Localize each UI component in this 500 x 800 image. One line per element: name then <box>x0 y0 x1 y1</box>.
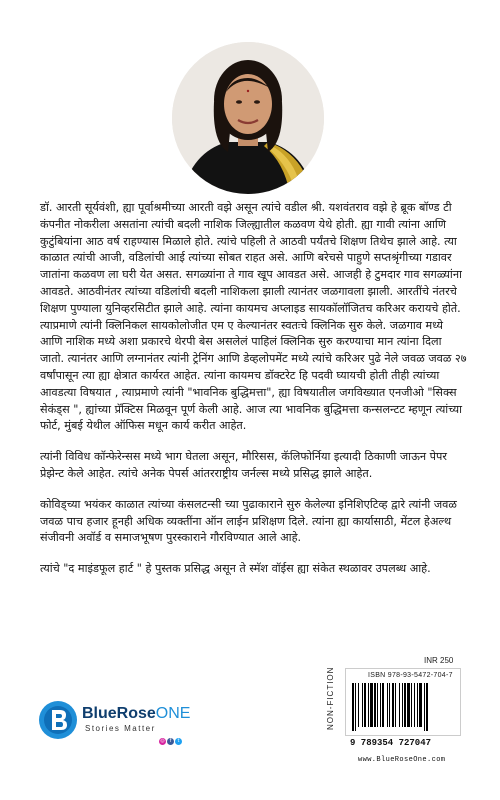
bio-paragraph: कोविड्च्या भयंकर काळात त्यांच्या कंसलटन्सी च्या पुढाकाराने सुरु केलेल्या इनिशिएटिव्ह द्वारे त्यांनी जवळ जवळ पाच हजार हूनही अधिक व्यक्तींना ऑन लाईन प्रशिक्षण दिले. त्यांना ह्या कार्यासाठी, मेंटल हेअल्थ संजीवनी अवॉर्ड व समाजभूषण पुरस्काराने गौरविण्यात आले आहे. <box>40 497 457 545</box>
social-icons <box>159 736 183 745</box>
isbn-digits: 9 789354 727047 <box>350 738 432 748</box>
bluerose-logo-icon <box>38 700 78 740</box>
bio-paragraph: त्यांचे "द माइंडफूल हार्ट " हे पुस्तक प्रसिद्ध असून ते स्मॅश वॉईस ह्या संकेत स्थळावर उपलब्ध आहे. <box>40 562 431 576</box>
genre-label: NON-FICTION <box>326 666 335 730</box>
facebook-icon: f <box>167 738 174 745</box>
price-label: INR 250 <box>424 656 454 665</box>
twitter-icon: t <box>175 738 182 745</box>
author-photo <box>172 42 324 194</box>
publisher-name: BlueRoseONE <box>82 705 191 722</box>
isbn-label: ISBN 978-93-5472-704-7 <box>368 672 453 679</box>
publisher-tagline: Stories Matter <box>85 724 156 733</box>
bio-paragraph: त्यांनी विविध कॉन्फेरेन्सस मध्ये भाग घेतला असून, मौरिसस, कॅलिफोर्निया इत्यादी ठिकाणी जाऊन पेपर प्रेझेन्ट केले आहेत. त्यांचे अनेक पेपर्स आंतरराष्ट्रीय जर्नल्स मध्ये प्रसिद्ध झाले आहेत. <box>40 450 447 480</box>
website-url: www.BlueRoseOne.com <box>358 756 446 764</box>
instagram-icon: ◎ <box>160 738 165 744</box>
bio-paragraph: डॉ. आरती सूर्यवंशी, ह्या पूर्वाश्रमीच्या आरती वझे असून त्यांचे वडील श्री. यशवंतराव वझे हे ब्रूक बॉण्ड टी कंपनीत नोकरीला असतांना त्यांची बदली नाशिक जिल्ह्यातील कळवण येथे होती. ह्या गावी त्यांना आणि कुटुंबियांना आठ वर्ष राहण्यास मिळाले होते. त्यांचे पहिली ते आठवी पर्यंतचे शिक्षण तिथेच झाले आहे. त्या काळात त्यांची आजी, वडिलांची आई त्यांच्या सोबत राहत असे. आणि बरेचसे पाहुणे सप्तश्रृंगीच्या गडावर जातांना कळवण ला घरी येत असत. सगळ्यांना ते गाव खूप आवडत असे. आजही हे टुमदार गाव सगळ्यांना आवडते. आठवीनंतर त्यांच्या वडिलांची बदली नाशिकला झाली त्यानंतर जळगावला झाली. आरतींचे नंतरचे शिक्षण पुण्याला युनिव्हरसिटीत झाले आहे. त्यांना कायमच अप्लाइड सायकॉलॉजितच करिअर करायचे होते. त्याप्रमाणे त्यांनी क्लिनिकल सायकोलोजीत एम ए केल्यानंतर स्वतःचे क्लिनिक सुरु केले. जळगाव मध्ये आणि नाशिक मध्ये अशा प्रकारचे थेरपी बेस असलेलं पाहिलं क्लिनिक सुरु करण्याचा मान त्यांना दिला जातो. त्यानंतर आणि लग्नानंतर त्यांनी ट्रेनिंग आणि डेव्हलोपमेंट मध्ये त्यांचे करिअर पुढे नेले जवळ जवळ २७ वर्षांपासून त्या ह्या क्षेत्रात कार्यरत आहेत. त्यांना कायमच डॉक्टरेट हि पदवी घ्यायची होती तीही त्यांच्या आवडत्या विषयात , त्याप्रमाणे त्यांनी "भावनिक बुद्धिमत्ता", ह्या विषयातील जगविख्यात एनजीओ "सिक्स सेकंड्स ", ह्यांच्या प्रॅक्टिस मिळवून पूर्ण केली आहे. आज त्या भावनिक बुद्धिमत्ता कन्सलन्टट म्हणून त्यांच्या फोर्ट, मुंबई येथील ऑफिस मधून कार्य करीत आहेत. <box>40 201 467 433</box>
author-bio <box>40 200 468 592</box>
